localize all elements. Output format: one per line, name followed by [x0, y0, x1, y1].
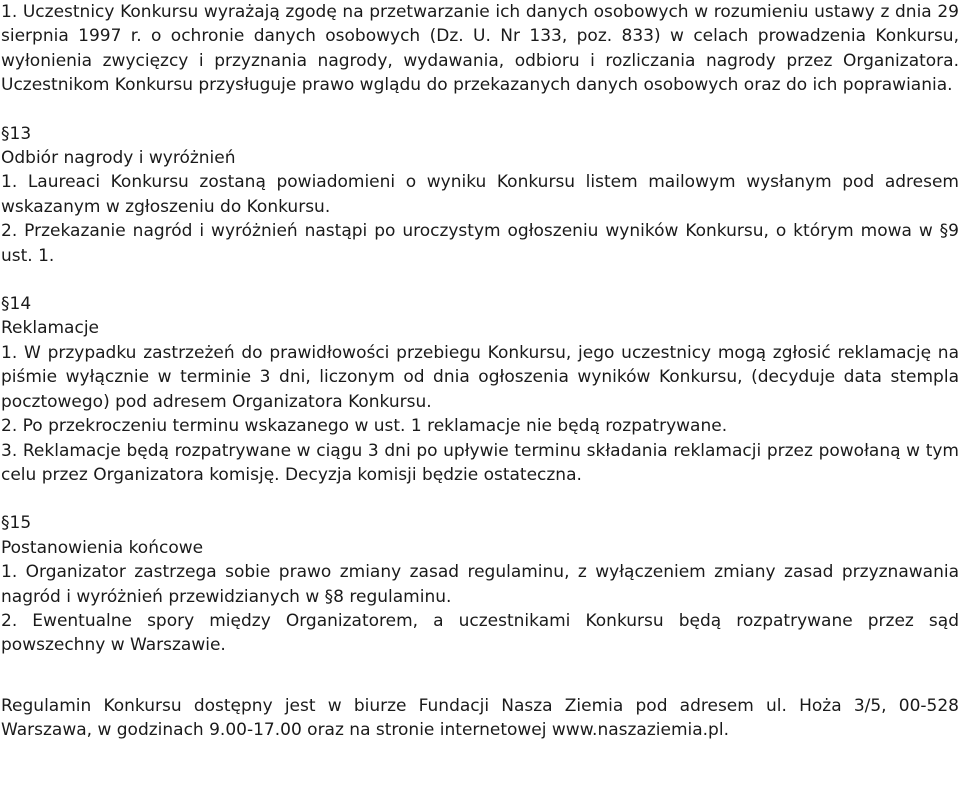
section-item: 1. W przypadku zastrzeżeń do prawidłowości przebiegu Konkursu, jego uczestnicy mogą zgłosić reklamację na piśmie wyłącznie w terminie 3 dni, liczonym od dnia ogłoszenia wyników Konkursu, (decyduje data stempla pocztowego) pod adresem Organizatora Konkursu.: [1, 342, 959, 412]
section-item: 2. Ewentualne spory między Organizatorem, a uczestnikami Konkursu będą rozpatrywane przez sąd powszechny w Warszawie.: [1, 610, 959, 656]
section-number: §13: [1, 123, 32, 144]
spacer: [1, 487, 959, 511]
intro-paragraph: 1. Uczestnicy Konkursu wyrażają zgodę na przetwarzanie ich danych osobowych w rozumieniu ustawy z dnia 29 sierpnia 1997 r. o ochronie danych osobowych (Dz. U. Nr 133, poz. 833) w celach prowadzenia Konkursu, wyłonienia zwycięzcy i przyznania nagrody, wydawania, odbioru i rozliczania nagrody przez Organizatora. Uczestnikom Konkursu przysługuje prawo wglądu do przekazanych danych osobowych oraz do ich poprawiania.: [1, 2, 959, 96]
section-item: 1. Laureaci Konkursu zostaną powiadomieni o wyniku Konkursu listem mailowym wysłanym pod adresem wskazanym w zgłoszeniu do Konkursu.: [1, 172, 959, 217]
section-title: Reklamacje: [1, 318, 99, 339]
section-number: §14: [1, 294, 32, 315]
section-15: [1, 511, 959, 657]
spacer: [1, 658, 959, 694]
section-item: 3. Reklamacje będą rozpatrywane w ciągu 3 dni po upływie terminu składania reklamacji przez powołaną w tym celu przez Organizatora komisję. Decyzja komisji będzie ostateczna.: [1, 440, 959, 485]
section-item: 2. Przekazanie nagród i wyróżnień nastąpi po uroczystym ogłoszeniu wyników Konkursu, o którym mowa w §9 ust. 1.: [1, 221, 959, 266]
section-13: [1, 122, 959, 268]
section-number: §15: [1, 513, 32, 534]
footer-note: Regulamin Konkursu dostępny jest w biurze Fundacji Nasza Ziemia pod adresem ul. Hoża 3/5, 00-528 Warszawa, w godzinach 9.00-17.00 oraz na stronie internetowej www.naszaziemia.pl.: [1, 695, 959, 741]
section-title: Odbiór nagrody i wyróżnień: [1, 148, 236, 169]
section-title: Postanowienia końcowe: [1, 537, 204, 558]
section-item: 2. Po przekroczeniu terminu wskazanego w ust. 1 reklamacje nie będą rozpatrywane.: [1, 416, 728, 437]
spacer: [1, 268, 959, 292]
spacer: [1, 98, 959, 122]
section-item: 1. Organizator zastrzega sobie prawo zmiany zasad regulaminu, z wyłączeniem zmiany zasad przyznawania nagród i wyróżnień przewidzianych w §8 regulaminu.: [1, 562, 959, 607]
section-14: [1, 292, 959, 487]
